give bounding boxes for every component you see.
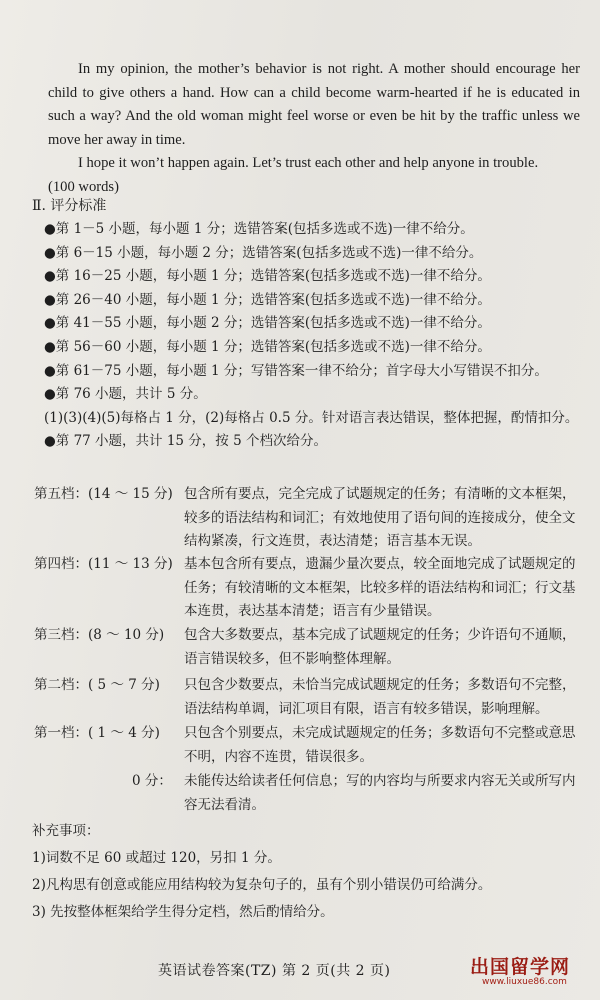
page-footer: 英语试卷答案(TZ) 第 2 页(共 2 页) — [158, 963, 391, 979]
rule-item: ●第 61－75 小题，每小题 1 分；写错答案一律不给分；首字母大小写错误不扣分。 — [44, 362, 548, 379]
rule-item: ●第 16－25 小题，每小题 1 分；选错答案(包括多选或不选)一律不给分。 — [44, 268, 491, 285]
supplement-item: 2)凡构思有创意或能应用结构较为复杂句子的，虽有个别小错误仍可给满分。 — [32, 877, 492, 893]
watermark-name: 出国留学网 — [470, 956, 571, 978]
watermark-logo — [470, 952, 570, 987]
grade-band-4 — [34, 553, 586, 624]
rule-item: ●第 56－60 小题，每小题 1 分；选错答案(包括多选或不选)一律不给分。 — [44, 338, 491, 355]
grade-band-text: 未能传达给读者任何信息；写的内容均与所要求内容无关或所写内容无法看清。 — [184, 773, 576, 813]
grade-band-5 — [34, 483, 586, 554]
rule-item: ●第 77 小题，共计 15 分，按 5 个档次给分。 — [44, 433, 327, 450]
essay-paragraph-2: I hope it won’t happen again. Let’s trust each other and help anyone in trouble. — [78, 155, 539, 171]
essay-block — [48, 58, 580, 199]
grade-band-text: 基本包含所有要点，遗漏少量次要点，较全面地完成了试题规定的任务；有较清晰的文本框架，比较多样的语法结构和词汇；行文基本连贯，表达基本清楚；语言有少量错误。 — [184, 556, 576, 619]
rule-item: ●第 76 小题，共计 5 分。 — [44, 386, 207, 403]
grade-band-text: 只包含少数要点，未恰当完成试题规定的任务；多数语句不完整，语法结构单调，词汇项目有限，语言有较多错误，影响理解。 — [184, 677, 576, 717]
rule-item: ●第 1－5 小题，每小题 1 分；选错答案(包括多选或不选)一律不给分。 — [44, 221, 474, 237]
grade-band-label: 第四档：(11 ～ 13 分) — [34, 556, 173, 572]
grade-band-0 — [34, 770, 586, 817]
rule-item: ●第 6－15 小题，每小题 2 分；选错答案(包括多选或不选)一律不给分。 — [44, 244, 483, 261]
grade-band-3 — [34, 624, 586, 671]
rule-note: (1)(3)(4)(5)每格占 1 分，(2)每格占 0.5 分。针对语言表达错误，整体把握，酌情扣分。 — [44, 409, 579, 426]
grade-band-text: 包含大多数要点，基本完成了试题规定的任务；少许语句不通顺，语言错误较多，但不影响整体理解。 — [184, 627, 576, 667]
essay-paragraph-1: In my opinion, the mother’s behavior is not right. A mother should encourage her child to give others a hand. How can a child become warm-hearted if he is educated in such a way? And the old woman might feel worse or even be hit by the traffic unless we move her away in time. — [48, 61, 580, 148]
section-title: Ⅱ. 评分标准 — [32, 198, 107, 214]
rule-item: ●第 26－40 小题，每小题 1 分；选错答案(包括多选或不选)一律不给分。 — [44, 291, 491, 308]
watermark-url: www.liuxue86.com — [482, 977, 567, 987]
grade-band-label: 第一档：( 1 ～ 4 分) — [34, 725, 160, 741]
grade-band-label: 第三档：(8 ～ 10 分) — [34, 627, 165, 643]
supplement-notes — [32, 818, 491, 926]
grade-band-text: 只包含个别要点，未完成试题规定的任务；多数语句不完整或意思不明，内容不连贯，错误很多。 — [184, 725, 576, 765]
grade-band-2 — [34, 674, 586, 721]
grade-band-label: 第五档：(14 ～ 15 分) — [34, 486, 173, 502]
grade-band-1 — [34, 722, 586, 769]
grade-band-label: 0 分： — [132, 773, 172, 789]
supplement-item: 1)词数不足 60 或超过 120，另扣 1 分。 — [32, 850, 281, 866]
rule-item: ●第 41－55 小题，每小题 2 分；选错答案(包括多选或不选)一律不给分。 — [44, 315, 491, 332]
scoring-rules — [44, 218, 584, 454]
grade-band-text: 包含所有要点，完全完成了试题规定的任务；有清晰的文本框架，较多的语法结构和词汇；有效地使用了语句间的连接成分，使全文结构紧凑，行文连贯，表达清楚；语言基本无误。 — [184, 486, 576, 549]
supplement-title: 补充事项： — [32, 823, 100, 839]
supplement-item: 3) 先按整体框架给学生得分定档，然后酌情给分。 — [32, 904, 334, 920]
essay-word-count: (100 words) — [48, 178, 119, 195]
grade-band-label: 第二档：( 5 ～ 7 分) — [34, 677, 160, 693]
